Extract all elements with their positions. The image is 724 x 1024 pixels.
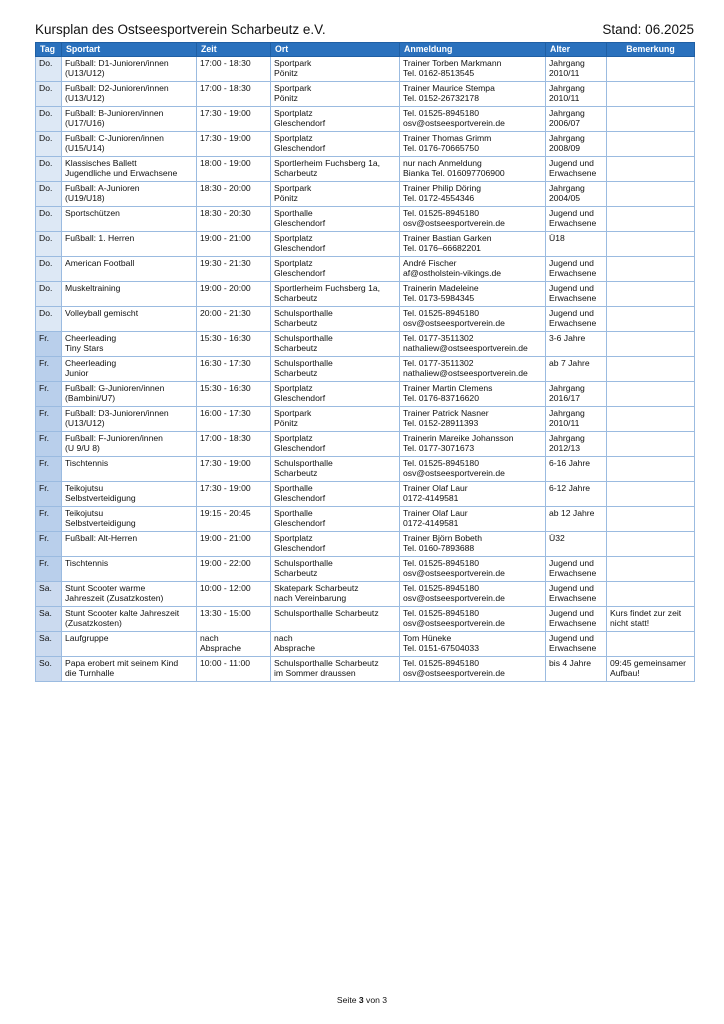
cell-alter: Jugend und Erwachsene (546, 607, 607, 632)
cell-anmeldung: Trainer Patrick Nasner Tel. 0152-28911393 (400, 407, 546, 432)
cell-alter: Ü32 (546, 532, 607, 557)
cell-ort: Sportplatz Gleschendorf (271, 232, 400, 257)
cell-bemerkung (607, 57, 695, 82)
cell-bemerkung (607, 407, 695, 432)
table-row (36, 557, 695, 582)
cell-ort: Sporthalle Gleschendorf (271, 207, 400, 232)
cell-ort: Sportplatz Gleschendorf (271, 107, 400, 132)
cell-tag: Sa. (36, 607, 62, 632)
cell-tag: Do. (36, 107, 62, 132)
cell-zeit: 20:00 - 21:30 (197, 307, 271, 332)
table-row (36, 582, 695, 607)
cell-bemerkung (607, 257, 695, 282)
cell-anmeldung: Trainer Thomas Grimm Tel. 0176-70665750 (400, 132, 546, 157)
table-row (36, 157, 695, 182)
cell-sportart: Tischtennis (62, 457, 197, 482)
table-row (36, 257, 695, 282)
cell-anmeldung: Trainer Olaf Laur 0172-4149581 (400, 507, 546, 532)
cell-zeit: 10:00 - 11:00 (197, 657, 271, 682)
cell-tag: Do. (36, 182, 62, 207)
table-row (36, 432, 695, 457)
cell-tag: Do. (36, 232, 62, 257)
table-row (36, 607, 695, 632)
table-row (36, 82, 695, 107)
cell-alter: Jugend und Erwachsene (546, 632, 607, 657)
cell-anmeldung: Trainerin Mareike Johansson Tel. 0177-3071673 (400, 432, 546, 457)
cell-sportart: Fußball: D1-Junioren/innen (U13/U12) (62, 57, 197, 82)
cell-ort: nach Absprache (271, 632, 400, 657)
cell-ort: Sportpark Pönitz (271, 57, 400, 82)
cell-zeit: 19:30 - 21:30 (197, 257, 271, 282)
cell-anmeldung: Tel. 0177-3511302 nathaliew@ostseesportverein.de (400, 332, 546, 357)
cell-tag: Do. (36, 307, 62, 332)
cell-anmeldung: Tel. 01525-8945180 osv@ostseesportverein.de (400, 607, 546, 632)
cell-zeit: 16:00 - 17:30 (197, 407, 271, 432)
table-row (36, 232, 695, 257)
cell-bemerkung (607, 182, 695, 207)
cell-bemerkung (607, 557, 695, 582)
cell-alter: 6-16 Jahre (546, 457, 607, 482)
table-row (36, 457, 695, 482)
cell-bemerkung: 09:45 gemeinsamer Aufbau! (607, 657, 695, 682)
cell-sportart: Fußball: F-Junioren/innen (U 9/U 8) (62, 432, 197, 457)
cell-alter: Jugend und Erwachsene (546, 207, 607, 232)
cell-tag: Fr. (36, 357, 62, 382)
cell-sportart: Fußball: Alt-Herren (62, 532, 197, 557)
cell-tag: Fr. (36, 532, 62, 557)
cell-bemerkung (607, 432, 695, 457)
cell-bemerkung (607, 207, 695, 232)
cell-ort: Sportplatz Gleschendorf (271, 382, 400, 407)
cell-alter: Jugend und Erwachsene (546, 307, 607, 332)
cell-zeit: 17:00 - 18:30 (197, 432, 271, 457)
cell-sportart: Fußball: 1. Herren (62, 232, 197, 257)
cell-bemerkung: Kurs findet zur zeit nicht statt! (607, 607, 695, 632)
cell-anmeldung: Tel. 0177-3511302 nathaliew@ostseesportverein.de (400, 357, 546, 382)
cell-bemerkung (607, 382, 695, 407)
table-row (36, 632, 695, 657)
cell-ort: Sportpark Pönitz (271, 182, 400, 207)
cell-anmeldung: Tel. 01525-8945180 osv@ostseesportverein.de (400, 582, 546, 607)
table-row (36, 282, 695, 307)
table-row (36, 57, 695, 82)
cell-anmeldung: Trainer Bastian Garken Tel. 0176–66682201 (400, 232, 546, 257)
cell-ort: Schulsporthalle Scharbeutz im Sommer draussen (271, 657, 400, 682)
cell-zeit: 17:30 - 19:00 (197, 482, 271, 507)
cell-alter: Jahrgang 2010/11 (546, 407, 607, 432)
cell-zeit: 17:00 - 18:30 (197, 82, 271, 107)
cell-ort: Schulsporthalle Scharbeutz (271, 457, 400, 482)
course-table (35, 42, 695, 682)
table-row (36, 132, 695, 157)
cell-sportart: Fußball: D2-Junioren/innen (U13/U12) (62, 82, 197, 107)
cell-alter: bis 4 Jahre (546, 657, 607, 682)
cell-bemerkung (607, 232, 695, 257)
cell-sportart: Klassisches Ballett Jugendliche und Erwachsene (62, 157, 197, 182)
cell-ort: Skatepark Scharbeutz nach Vereinbarung (271, 582, 400, 607)
cell-zeit: 10:00 - 12:00 (197, 582, 271, 607)
column-header-zeit: Zeit (197, 43, 271, 57)
cell-zeit: 19:00 - 21:00 (197, 532, 271, 557)
cell-anmeldung: Tel. 01525-8945180 osv@ostseesportverein.de (400, 457, 546, 482)
cell-tag: So. (36, 657, 62, 682)
cell-ort: Sportlerheim Fuchsberg 1a, Scharbeutz (271, 157, 400, 182)
page-footer (0, 995, 724, 1005)
cell-ort: Schulsporthalle Scharbeutz (271, 307, 400, 332)
cell-zeit: 19:15 - 20:45 (197, 507, 271, 532)
cell-anmeldung: Trainer Olaf Laur 0172-4149581 (400, 482, 546, 507)
cell-zeit: 18:30 - 20:00 (197, 182, 271, 207)
cell-bemerkung (607, 507, 695, 532)
cell-zeit: 16:30 - 17:30 (197, 357, 271, 382)
footer-prefix: Seite (336, 995, 359, 1005)
cell-zeit: 17:30 - 19:00 (197, 457, 271, 482)
footer-page-number: 3 (358, 995, 364, 1005)
table-row (36, 182, 695, 207)
cell-bemerkung (607, 457, 695, 482)
cell-ort: Sporthalle Gleschendorf (271, 482, 400, 507)
cell-zeit: 18:00 - 19:00 (197, 157, 271, 182)
stand-date: Stand: 06.2025 (602, 22, 694, 37)
cell-sportart: Teikojutsu Selbstverteidigung (62, 507, 197, 532)
cell-tag: Fr. (36, 457, 62, 482)
table-row (36, 382, 695, 407)
cell-tag: Do. (36, 257, 62, 282)
cell-tag: Fr. (36, 482, 62, 507)
column-header-ort: Ort (271, 43, 400, 57)
cell-sportart: Laufgruppe (62, 632, 197, 657)
cell-sportart: Cheerleading Junior (62, 357, 197, 382)
cell-ort: Sportpark Pönitz (271, 82, 400, 107)
cell-anmeldung: Tel. 01525-8945180 osv@ostseesportverein.de (400, 657, 546, 682)
cell-anmeldung: Trainer Philip Döring Tel. 0172-4554346 (400, 182, 546, 207)
cell-tag: Do. (36, 157, 62, 182)
cell-sportart: Stunt Scooter warme Jahreszeit (Zusatzkosten) (62, 582, 197, 607)
cell-alter: Jahrgang 2010/11 (546, 57, 607, 82)
table-row (36, 657, 695, 682)
page-title: Kursplan des Ostseesportverein Scharbeutz e.V. (35, 22, 326, 37)
cell-sportart: Fußball: G-Junioren/innen (Bambini/U7) (62, 382, 197, 407)
cell-alter: Jugend und Erwachsene (546, 557, 607, 582)
cell-tag: Do. (36, 207, 62, 232)
cell-sportart: Sportschützen (62, 207, 197, 232)
cell-alter: Jugend und Erwachsene (546, 282, 607, 307)
cell-alter: Jugend und Erwachsene (546, 257, 607, 282)
cell-sportart: Fußball: C-Junioren/innen (U15/U14) (62, 132, 197, 157)
cell-sportart: Volleyball gemischt (62, 307, 197, 332)
cell-bemerkung (607, 582, 695, 607)
cell-tag: Do. (36, 82, 62, 107)
cell-zeit: 17:30 - 19:00 (197, 107, 271, 132)
cell-zeit: nach Absprache (197, 632, 271, 657)
table-body (36, 57, 695, 682)
cell-anmeldung: nur nach Anmeldung Bianka Tel. 016097706900 (400, 157, 546, 182)
cell-zeit: 19:00 - 21:00 (197, 232, 271, 257)
cell-zeit: 13:30 - 15:00 (197, 607, 271, 632)
cell-sportart: American Football (62, 257, 197, 282)
cell-alter: Jahrgang 2004/05 (546, 182, 607, 207)
cell-bemerkung (607, 132, 695, 157)
cell-tag: Do. (36, 132, 62, 157)
table-header-row (36, 43, 695, 57)
cell-bemerkung (607, 332, 695, 357)
cell-tag: Sa. (36, 582, 62, 607)
page-header (35, 22, 694, 40)
cell-tag: Fr. (36, 407, 62, 432)
cell-bemerkung (607, 357, 695, 382)
cell-tag: Fr. (36, 332, 62, 357)
cell-alter: 6-12 Jahre (546, 482, 607, 507)
cell-zeit: 17:30 - 19:00 (197, 132, 271, 157)
cell-bemerkung (607, 82, 695, 107)
cell-sportart: Fußball: A-Junioren (U19/U18) (62, 182, 197, 207)
cell-bemerkung (607, 157, 695, 182)
cell-alter: Jugend und Erwachsene (546, 157, 607, 182)
column-header-anmeldung: Anmeldung (400, 43, 546, 57)
cell-alter: ab 7 Jahre (546, 357, 607, 382)
cell-alter: Ü18 (546, 232, 607, 257)
cell-sportart: Fußball: D3-Junioren/innen (U13/U12) (62, 407, 197, 432)
cell-sportart: Papa erobert mit seinem Kind die Turnhalle (62, 657, 197, 682)
cell-anmeldung: Tel. 01525-8945180 osv@ostseesportverein.de (400, 207, 546, 232)
cell-alter: Jahrgang 2008/09 (546, 132, 607, 157)
cell-ort: Schulsporthalle Scharbeutz (271, 557, 400, 582)
cell-ort: Sportplatz Gleschendorf (271, 257, 400, 282)
cell-anmeldung: Tel. 01525-8945180 osv@ostseesportverein.de (400, 557, 546, 582)
cell-bemerkung (607, 532, 695, 557)
cell-bemerkung (607, 107, 695, 132)
cell-zeit: 19:00 - 20:00 (197, 282, 271, 307)
table-row (36, 332, 695, 357)
cell-tag: Fr. (36, 557, 62, 582)
cell-ort: Schulsporthalle Scharbeutz (271, 332, 400, 357)
column-header-alter: Alter (546, 43, 607, 57)
cell-ort: Sportplatz Gleschendorf (271, 132, 400, 157)
cell-anmeldung: Tel. 01525-8945180 osv@ostseesportverein.de (400, 307, 546, 332)
cell-alter: Jahrgang 2012/13 (546, 432, 607, 457)
cell-alter: Jahrgang 2016/17 (546, 382, 607, 407)
cell-sportart: Stunt Scooter kalte Jahreszeit (Zusatzkosten) (62, 607, 197, 632)
cell-sportart: Muskeltraining (62, 282, 197, 307)
table-row (36, 107, 695, 132)
cell-ort: Schulsporthalle Scharbeutz (271, 357, 400, 382)
cell-alter: Jahrgang 2006/07 (546, 107, 607, 132)
cell-bemerkung (607, 307, 695, 332)
cell-ort: Sportplatz Gleschendorf (271, 532, 400, 557)
table-row (36, 482, 695, 507)
table-row (36, 307, 695, 332)
cell-anmeldung: Trainer Björn Bobeth Tel. 0160-7893688 (400, 532, 546, 557)
cell-anmeldung: Trainer Martin Clemens Tel. 0176-83716620 (400, 382, 546, 407)
table-row (36, 532, 695, 557)
cell-alter: Jugend und Erwachsene (546, 582, 607, 607)
cell-zeit: 15:30 - 16:30 (197, 382, 271, 407)
cell-ort: Sporthalle Gleschendorf (271, 507, 400, 532)
footer-suffix: von 3 (363, 995, 388, 1005)
table-row (36, 357, 695, 382)
cell-bemerkung (607, 282, 695, 307)
cell-zeit: 15:30 - 16:30 (197, 332, 271, 357)
cell-ort: Schulsporthalle Scharbeutz (271, 607, 400, 632)
table-row (36, 407, 695, 432)
cell-tag: Fr. (36, 382, 62, 407)
cell-tag: Fr. (36, 507, 62, 532)
cell-anmeldung: Tom Hüneke Tel. 0151-67504033 (400, 632, 546, 657)
column-header-bemerkung: Bemerkung (607, 43, 695, 57)
cell-zeit: 19:00 - 22:00 (197, 557, 271, 582)
cell-bemerkung (607, 632, 695, 657)
cell-alter: Jahrgang 2010/11 (546, 82, 607, 107)
cell-tag: Fr. (36, 432, 62, 457)
cell-anmeldung: Trainer Torben Markmann Tel. 0162-8513545 (400, 57, 546, 82)
cell-zeit: 17:00 - 18:30 (197, 57, 271, 82)
cell-sportart: Cheerleading Tiny Stars (62, 332, 197, 357)
cell-tag: Sa. (36, 632, 62, 657)
cell-ort: Sportlerheim Fuchsberg 1a, Scharbeutz (271, 282, 400, 307)
cell-anmeldung: André Fischer af@ostholstein-vikings.de (400, 257, 546, 282)
cell-anmeldung: Tel. 01525-8945180 osv@ostseesportverein.de (400, 107, 546, 132)
cell-sportart: Teikojutsu Selbstverteidigung (62, 482, 197, 507)
column-header-tag: Tag (36, 43, 62, 57)
cell-bemerkung (607, 482, 695, 507)
cell-ort: Sportplatz Gleschendorf (271, 432, 400, 457)
cell-anmeldung: Trainer Maurice Stempa Tel. 0152-26732178 (400, 82, 546, 107)
cell-zeit: 18:30 - 20:30 (197, 207, 271, 232)
cell-sportart: Fußball: B-Junioren/innen (U17/U16) (62, 107, 197, 132)
table-row (36, 507, 695, 532)
cell-ort: Sportpark Pönitz (271, 407, 400, 432)
cell-alter: 3-6 Jahre (546, 332, 607, 357)
cell-sportart: Tischtennis (62, 557, 197, 582)
column-header-sportart: Sportart (62, 43, 197, 57)
cell-tag: Do. (36, 282, 62, 307)
cell-alter: ab 12 Jahre (546, 507, 607, 532)
table-row (36, 207, 695, 232)
cell-tag: Do. (36, 57, 62, 82)
cell-anmeldung: Trainerin Madeleine Tel. 0173-5984345 (400, 282, 546, 307)
